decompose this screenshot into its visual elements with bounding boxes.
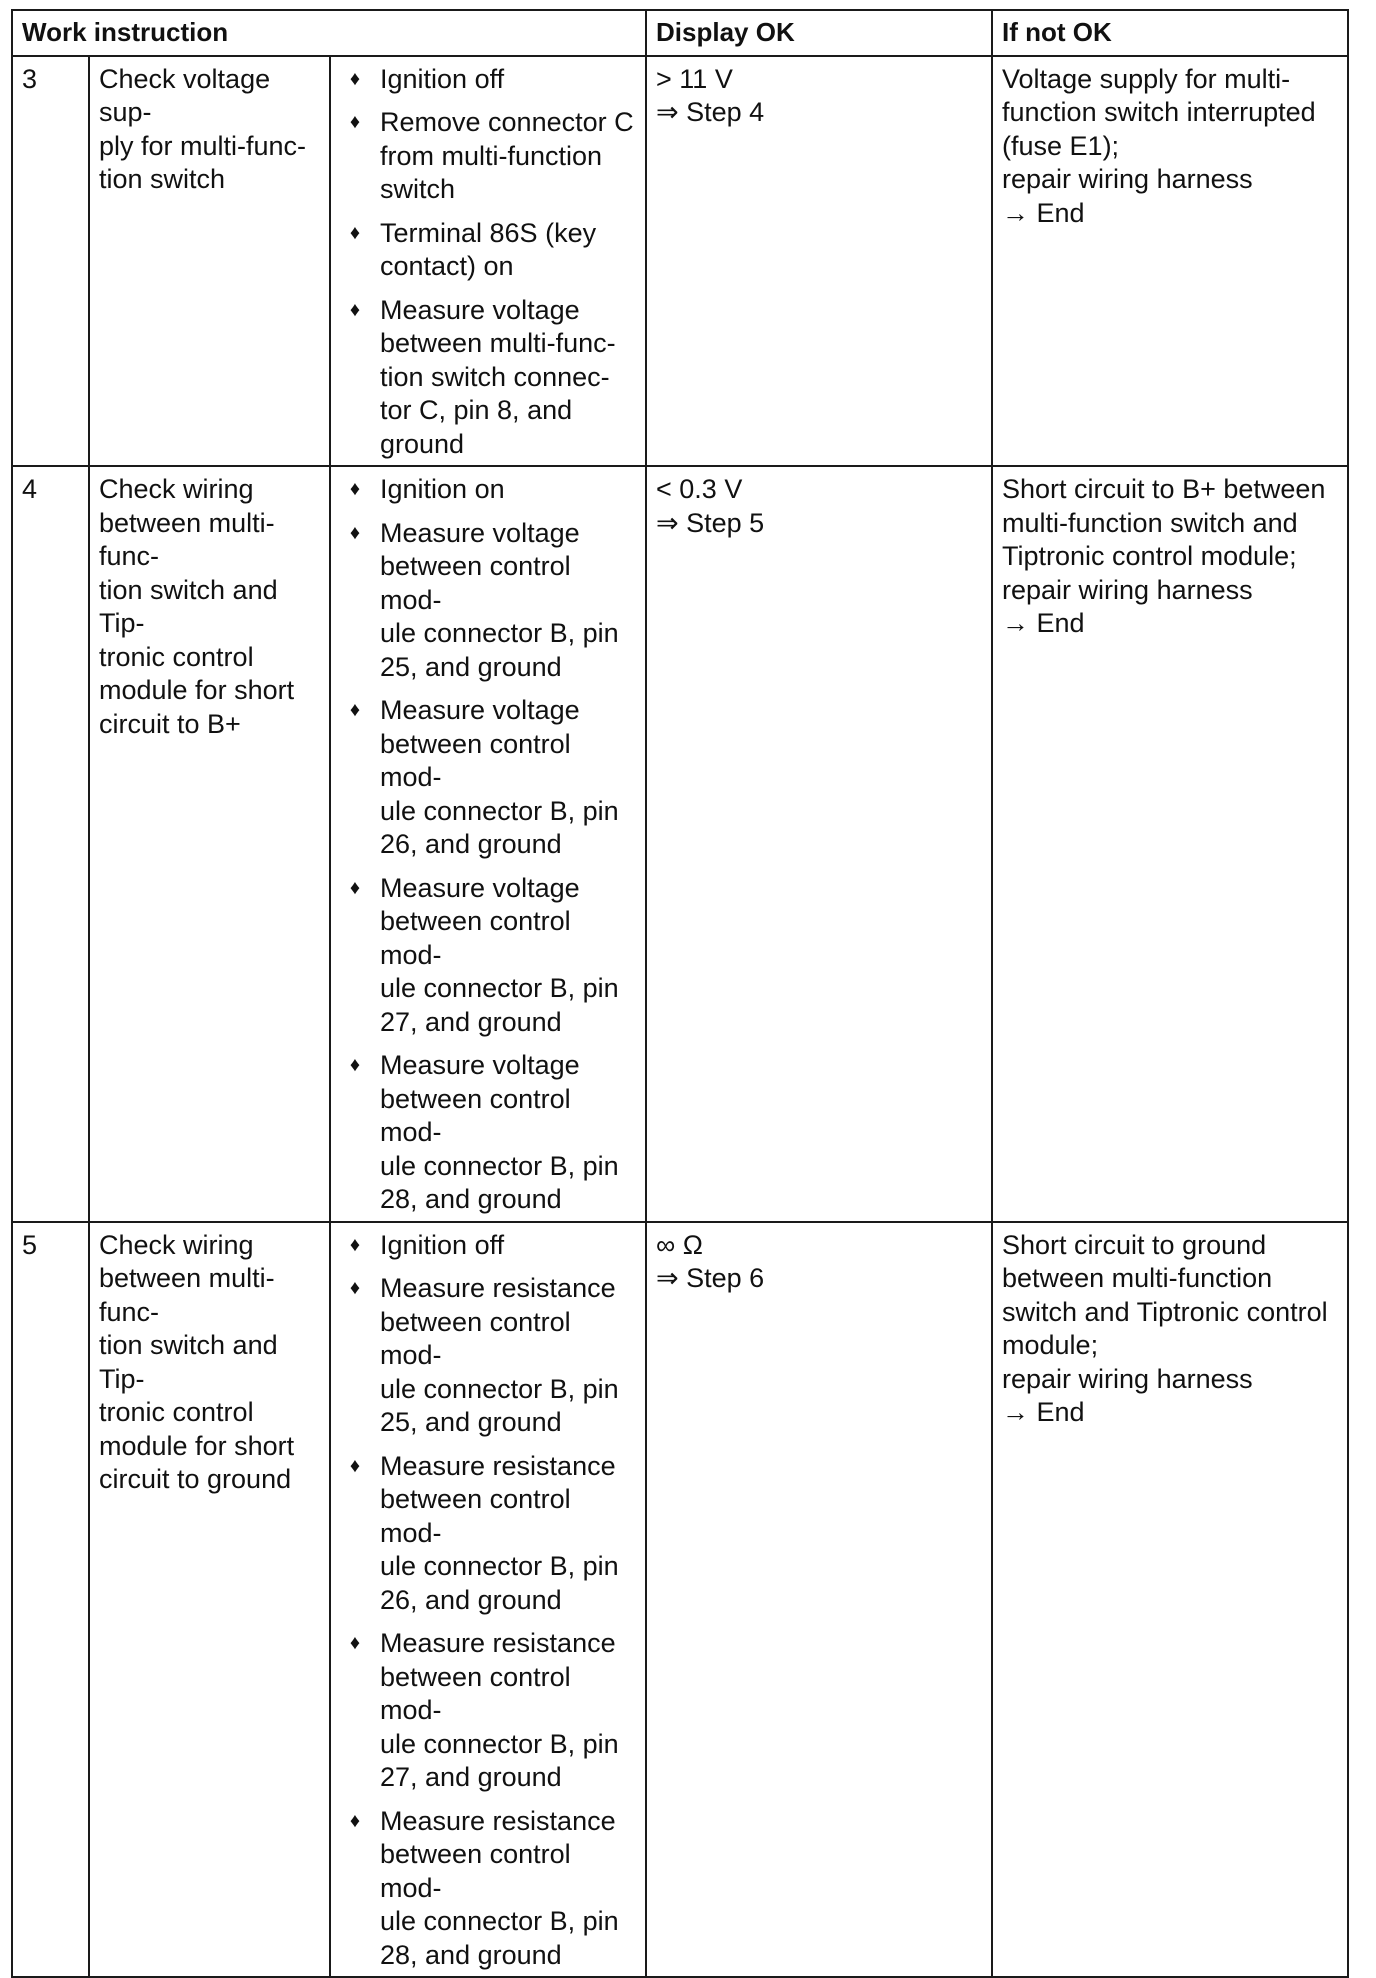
action-item [340, 694, 636, 862]
action-line: ule connector B, pin [380, 1728, 619, 1759]
step-number: 4 [12, 466, 89, 1222]
check-line: tronic control [99, 641, 254, 672]
action-line: 28, and ground [380, 1939, 562, 1970]
check-description [89, 466, 330, 1222]
action-item [340, 1805, 636, 1973]
if-not-ok-line: between multi-function [1002, 1263, 1273, 1293]
action-line: Ignition on [380, 474, 505, 504]
action-line: ule connector B, pin [380, 1373, 619, 1404]
action-steps [330, 56, 646, 467]
check-line: module for short [99, 1430, 295, 1461]
check-line: module for short [99, 675, 295, 705]
action-line: Remove connector C [380, 107, 634, 137]
action-item [340, 106, 636, 207]
if-not-ok-line: repair wiring harness [1002, 1363, 1253, 1394]
check-line: tion switch [99, 164, 226, 194]
display-ok-line: ⇒ Step 5 [656, 507, 765, 538]
if-not-ok-line: multi-function switch and [1002, 507, 1298, 538]
step-number: 3 [12, 56, 89, 467]
action-line: between control mod- [380, 1839, 571, 1903]
check-line: between multi-func- [99, 507, 275, 571]
action-item [340, 1627, 636, 1795]
if-not-ok-line: Tiptronic control module; [1002, 541, 1297, 571]
action-item [340, 217, 636, 284]
action-line: Measure resistance [380, 1450, 616, 1481]
if-not-ok-line: switch and Tiptronic control [1002, 1296, 1328, 1327]
action-item [340, 63, 636, 97]
table-header-row [12, 10, 1348, 56]
check-line: ply for multi-func- [99, 130, 307, 161]
action-item [340, 517, 636, 685]
table-row [12, 56, 1348, 467]
header-if-not-ok: If not OK [992, 10, 1348, 56]
display-ok-line: ∞ Ω [656, 1229, 703, 1260]
action-list [340, 63, 636, 462]
step-number: 5 [12, 1222, 89, 1978]
if-not-ok-line: module; [1002, 1330, 1099, 1360]
action-line: Ignition off [380, 1229, 505, 1260]
action-line: Measure resistance [380, 1805, 616, 1836]
table-body [12, 56, 1348, 1978]
if-not-ok-cell [992, 466, 1348, 1222]
diamond-bullet-icon: ♦ [349, 1277, 361, 1299]
action-line: between control mod- [380, 1306, 571, 1370]
action-line: 25, and ground [380, 651, 562, 682]
action-line: Measure voltage [380, 872, 580, 903]
check-line: Check wiring [99, 1229, 254, 1260]
display-ok-line: < 0.3 V [656, 474, 743, 504]
action-line: ule connector B, pin [380, 1906, 619, 1936]
action-line: 27, and ground [380, 1006, 562, 1037]
action-item [340, 872, 636, 1040]
action-line: 25, and ground [380, 1407, 562, 1437]
check-line: tronic control [99, 1397, 254, 1427]
diamond-bullet-icon: ♦ [349, 1233, 361, 1256]
action-item [340, 294, 636, 462]
action-line: tion switch connec- [380, 361, 610, 392]
action-list [340, 1229, 636, 1973]
if-not-ok-line: function switch interrupted [1002, 97, 1316, 127]
action-line: 26, and ground [380, 1584, 562, 1615]
action-line: switch [380, 174, 456, 204]
work-instruction-table [11, 9, 1349, 1978]
action-line: between control mod- [380, 1661, 571, 1725]
action-line: Measure voltage [380, 294, 580, 325]
action-line: contact) on [380, 251, 514, 281]
action-line: tor C, pin 8, and [380, 395, 573, 425]
if-not-ok-line: → End [1002, 608, 1085, 638]
if-not-ok-line: (fuse E1); [1002, 130, 1120, 161]
action-item [340, 1229, 636, 1263]
check-description [89, 1222, 330, 1978]
action-steps [330, 466, 646, 1222]
if-not-ok-line: repair wiring harness [1002, 164, 1253, 194]
if-not-ok-cell [992, 56, 1348, 467]
action-item [340, 473, 636, 507]
header-display-ok: Display OK [646, 10, 992, 56]
if-not-ok-cell [992, 1222, 1348, 1978]
display-ok-line: ⇒ Step 4 [656, 97, 765, 127]
action-line: ule connector B, pin [380, 1551, 619, 1581]
action-line: between control mod- [380, 906, 571, 970]
action-line: Measure voltage [380, 517, 580, 548]
display-ok-line: > 11 V [656, 63, 733, 94]
action-line: Terminal 86S (key [380, 217, 597, 248]
diamond-bullet-icon: ♦ [349, 221, 361, 244]
check-description [89, 56, 330, 467]
check-line: tion switch and Tip- [99, 574, 278, 638]
header-work-instruction: Work instruction [12, 10, 646, 56]
if-not-ok-line: Voltage supply for multi- [1002, 63, 1291, 94]
action-line: between control mod- [380, 551, 571, 615]
action-line: 27, and ground [380, 1762, 562, 1792]
action-item [340, 1450, 636, 1618]
action-line: Measure voltage [380, 695, 580, 725]
check-line: circuit to ground [99, 1464, 292, 1494]
action-line: between control mod- [380, 1083, 571, 1147]
action-line: between control mod- [380, 1484, 571, 1548]
action-line: 28, and ground [380, 1184, 562, 1214]
action-steps [330, 1222, 646, 1978]
if-not-ok-line: Short circuit to ground [1002, 1229, 1267, 1260]
action-line: ule connector B, pin [380, 618, 619, 648]
action-line: from multi-function [380, 140, 603, 171]
action-line: Measure voltage [380, 1050, 580, 1080]
check-line: between multi-func- [99, 1263, 275, 1327]
display-ok-cell [646, 56, 992, 467]
action-line: between multi-func- [380, 328, 616, 358]
if-not-ok-line: repair wiring harness [1002, 574, 1253, 605]
action-line: ule connector B, pin [380, 1150, 619, 1181]
action-item [340, 1272, 636, 1440]
if-not-ok-line: → End [1002, 197, 1085, 228]
check-line: tion switch and Tip- [99, 1330, 278, 1394]
if-not-ok-line: → End [1002, 1397, 1085, 1427]
display-ok-line: ⇒ Step 6 [656, 1263, 765, 1293]
action-line: Measure resistance [380, 1273, 616, 1303]
action-line: Ignition off [380, 63, 505, 94]
table-row [12, 1222, 1348, 1978]
diamond-bullet-icon: ♦ [349, 67, 361, 90]
action-line: ground [380, 428, 465, 459]
diamond-bullet-icon: ♦ [349, 298, 361, 321]
diamond-bullet-icon: ♦ [349, 478, 361, 500]
diamond-bullet-icon: ♦ [349, 699, 361, 721]
diamond-bullet-icon: ♦ [349, 1054, 361, 1076]
diamond-bullet-icon: ♦ [349, 1454, 361, 1477]
action-line: ule connector B, pin [380, 795, 619, 826]
diamond-bullet-icon: ♦ [349, 876, 361, 899]
diamond-bullet-icon: ♦ [349, 1632, 361, 1654]
check-line: Check voltage sup- [99, 63, 271, 127]
action-line: Measure resistance [380, 1628, 616, 1658]
action-line: between control mod- [380, 728, 571, 792]
action-line: 26, and ground [380, 829, 562, 859]
diamond-bullet-icon: ♦ [349, 111, 361, 133]
check-line: Check wiring [99, 474, 254, 504]
diamond-bullet-icon: ♦ [349, 521, 361, 544]
table-row [12, 466, 1348, 1222]
display-ok-cell [646, 466, 992, 1222]
diamond-bullet-icon: ♦ [349, 1809, 361, 1832]
display-ok-cell [646, 1222, 992, 1978]
action-item [340, 1049, 636, 1217]
if-not-ok-line: Short circuit to B+ between [1002, 474, 1326, 504]
action-line: ule connector B, pin [380, 973, 619, 1003]
action-list [340, 473, 636, 1217]
check-line: circuit to B+ [99, 708, 241, 739]
